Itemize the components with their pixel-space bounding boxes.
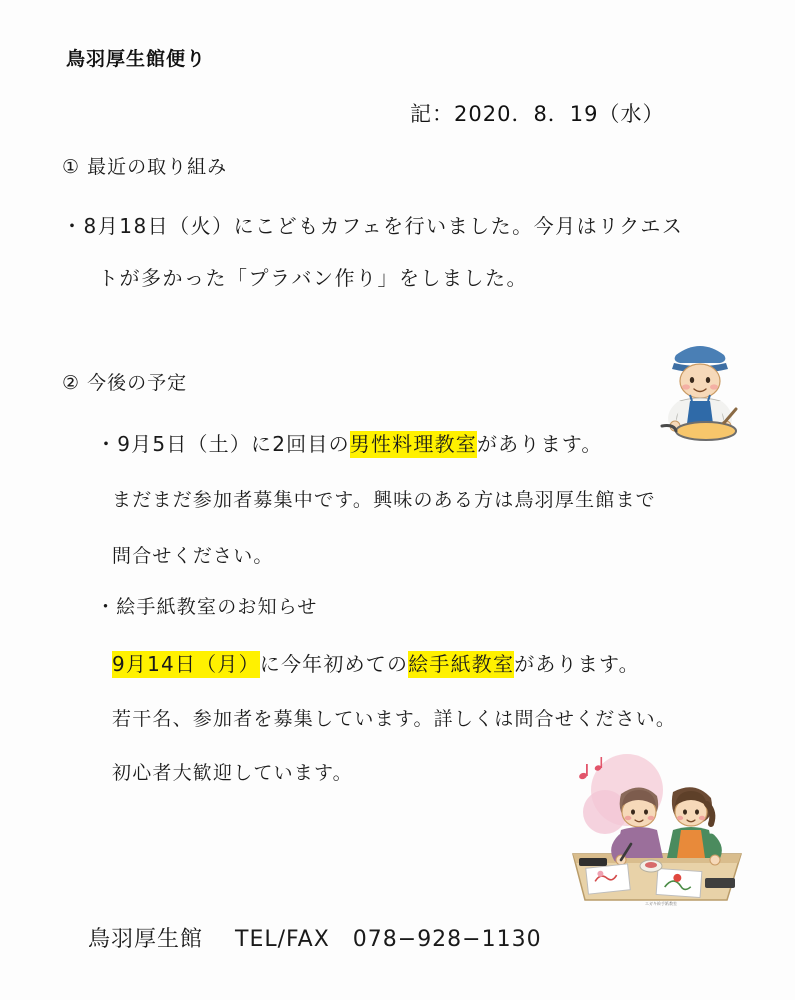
section2-item1-line1 xyxy=(96,428,603,457)
section2-item2-line3: 若干名、参加者を募集しています。詳しくは問合せください。 xyxy=(112,708,677,730)
section2-item2-line1: ・絵手紙教室のお知らせ xyxy=(96,596,318,618)
section2-item1-line2: まだまだ参加者募集中です。興味のある方は鳥羽厚生館まで xyxy=(112,489,656,511)
illustration-caption: エガキ絵手紙教室 xyxy=(645,901,677,906)
section1-line2: トが多かった「プラバン作り」をしました。 xyxy=(98,266,528,290)
cooking-person-illustration xyxy=(640,325,760,455)
footer-tel: TEL/FAX 078−928−1130 xyxy=(235,927,542,952)
item2-mid: に今年初めての xyxy=(259,652,409,676)
footer-contact xyxy=(88,922,542,953)
section1-line1: ・8月18日（火）にこどもカフェを行いました。今月はリクエス xyxy=(62,214,684,238)
section1-heading: ① 最近の取り組み xyxy=(62,156,228,178)
letter-drawing-class-illustration xyxy=(565,742,750,912)
item1-suffix: があります。 xyxy=(476,432,603,456)
item2-highlight-class: 絵手紙教室 xyxy=(408,652,515,676)
footer-org: 鳥羽厚生館 xyxy=(88,927,204,952)
section2-heading: ② 今後の予定 xyxy=(62,372,188,394)
item2-suffix: があります。 xyxy=(514,652,640,676)
section2-item2-line4: 初心者大歓迎しています。 xyxy=(112,762,353,784)
item2-highlight-date: 9月14日（月） xyxy=(112,652,260,676)
date-line: 記：2020．8．19（水） xyxy=(410,102,665,126)
section2-item1-line3: 問合せください。 xyxy=(112,545,274,567)
item1-highlight: 男性料理教室 xyxy=(349,432,477,456)
section2-item2-line2 xyxy=(112,648,640,677)
item1-prefix: ・9月5日（土）に2回目の xyxy=(96,432,350,456)
page-title: 鳥羽厚生館便り xyxy=(66,48,207,70)
